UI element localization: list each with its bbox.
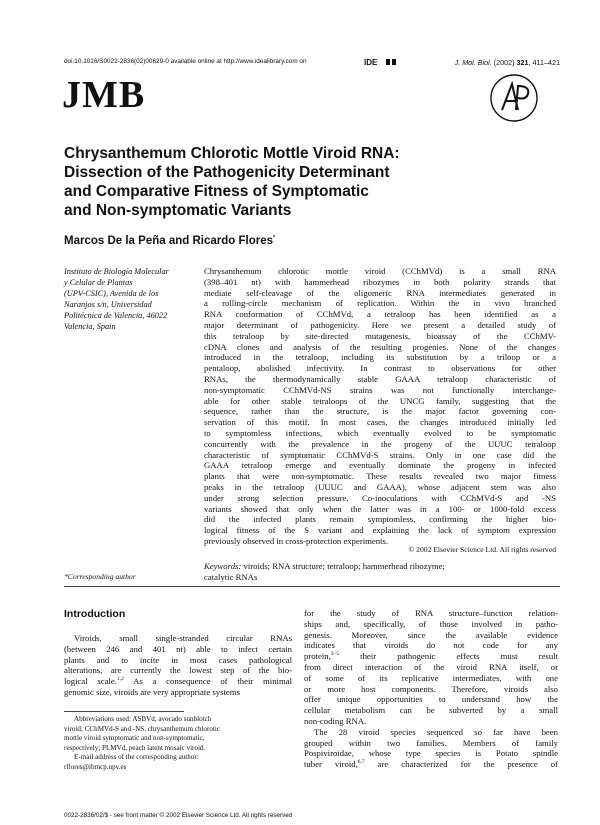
body-line: for the study of RNA structure–function relation-: [304, 608, 558, 618]
abstract-line: servation of this motif. In most cases, the changes introduced initially led: [204, 417, 556, 428]
abstract-line: introduced in the tetraloop, including its substitution by a triloop or a: [204, 352, 556, 363]
abstract-line: non-symptomatic CChMVd-NS strains was not functionally interchange-: [204, 384, 556, 395]
keywords-line: viroids; RNA structure; tetraloop; hammerhead ribozyme;: [241, 561, 445, 571]
affiliation-line: Valencia, Spain: [64, 322, 116, 331]
journal-logo: JMB: [62, 74, 146, 116]
footnote-line: Abbreviations used: ASBVd, avocado sunblotch: [74, 715, 212, 723]
body-line: ships and, specifically, of those involved in patho-: [304, 618, 558, 629]
journal-pages: 411–421: [532, 58, 560, 67]
ideal-logo-text: IDE: [364, 58, 378, 66]
front-matter-line: 0022-2836/02/$ - see front matter © 2002 Elsevier Science Ltd. All rights reserved: [64, 812, 293, 819]
article-title: [64, 144, 494, 220]
body-line-with-ref: [304, 651, 558, 662]
abstract-line: (398–401 nt) with hammerhead ribozymes in both polarity strands that: [204, 276, 556, 287]
keywords-label: Keywords:: [204, 561, 242, 571]
body-line-with-ref: [64, 676, 292, 687]
abstract-line: able for other stable tetraloops of the UNCG family, suggesting that the: [204, 395, 556, 406]
footnote-line: viroid; CChMVd-S and -NS, chrysanthemum chlorotic: [64, 724, 221, 733]
body-line: of some of its replicative intermediates, with one: [304, 672, 558, 683]
academic-press-logo-icon: [488, 72, 540, 124]
abstract-line: RNAs, the thermodynamically stable GAAA tetraloop characteristic of: [204, 373, 556, 384]
citation-ref: 3–5: [330, 651, 340, 658]
abstract-line: mediate self-cleavage of the oligomeric RNA intermediates generated in: [204, 287, 556, 298]
body-line: non-coding RNA.: [304, 715, 367, 726]
journal-year: (2002): [493, 58, 515, 67]
abstract-line: major determinant of pathogenicity. Here we present a detailed study of: [204, 319, 556, 330]
footnote-line: respectively; PLMVd, peach latent mosaic viroid.: [64, 743, 206, 752]
introduction-heading: Introduction: [64, 608, 126, 620]
section-divider: [64, 586, 560, 587]
body-line: from direct interaction of the viroid RNA itself, or: [304, 661, 558, 672]
body-line: grouped within two families. Members of family: [304, 737, 558, 748]
authors: [64, 235, 275, 247]
corresponding-mark: *: [273, 235, 276, 242]
affiliation-line: (UPV-CSIC), Avenida de los: [64, 289, 159, 298]
corresponding-author-note: *Corresponding author: [64, 572, 136, 581]
left-column-text: [64, 633, 292, 698]
footnote-divider: [64, 711, 184, 712]
body-line: Viroids, small single-stranded circular RNAs: [74, 633, 292, 643]
abstract-line: sequence, rather than the structure, is the major factor governing con-: [204, 406, 556, 417]
abstract-line: to symptomless infections, which eventually evolved to be symptomatic: [204, 427, 556, 438]
abstract-line: concurrently with the prevalence in the progeny of the UUUC tetraloop: [204, 438, 556, 449]
citation-ref: 1,2: [116, 676, 124, 683]
citation-ref: 6,7: [357, 759, 365, 766]
abstract: [204, 266, 556, 547]
body-line: alterations, are currently the lowest step of the bio-: [64, 665, 292, 676]
keywords-line: catalytic RNAs: [204, 572, 258, 582]
abstract-line: did the infected plants remain symptomless, confirming the higher bio-: [204, 514, 556, 525]
body-line-tail: As a consequence of their minimal: [123, 676, 292, 687]
abstract-line: pentaloop, abolished infectivity. In contrast to observations for other: [204, 363, 556, 374]
footnote-line: mottle viroid symptomatic and non-symptomatic,: [64, 734, 205, 743]
affiliation-line: Instituto de Biología Molecular: [64, 267, 169, 276]
title-line: Dissection of the Pathogenicity Determinant: [64, 164, 390, 181]
abstract-line: GAAA tetraloop emerge and eventually dominate the progeny in infected: [204, 460, 556, 471]
body-line: cellular metabolism can be subverted by a small: [304, 705, 558, 716]
abstract-line: previously observed in cross-protection experiments.: [204, 535, 389, 546]
abstract-line: logical fitness of the S variant and explaining the lack of symptom expression: [204, 525, 556, 536]
body-line-tail: are characterized for the presence of: [364, 759, 559, 770]
affiliation: [64, 266, 204, 332]
doi-line: doi:10.1016/S0022-2836(02)00629-0 available online at http://www.idealibrary.com on: [64, 58, 307, 65]
abstract-line: variants showed that only when the latter was in a 100- or 1000-fold excess: [204, 503, 556, 514]
body-line: indicates that viroids do not code for any: [304, 640, 558, 651]
abstract-line: under strong selection pressure. Co-inoculations with CChMVd-S and -NS: [204, 492, 556, 503]
body-line: The 28 viroid species sequenced so far have been: [314, 726, 558, 737]
body-line: (between 246 and 401 nt) able to infect certain: [64, 643, 292, 654]
abstract-line: characteristic of symptomatic CChMVd-S strains. Only in one case did the: [204, 449, 556, 460]
body-line: protein,: [304, 651, 331, 662]
keywords: [204, 561, 556, 583]
body-line: offer unique opportunities to understand how the: [304, 694, 558, 705]
body-line-tail: their pathogenic effects must result: [339, 651, 558, 662]
affiliation-line: y Celular de Plantas: [64, 278, 133, 287]
abstract-line: RNA conformation of CChMVd, a tetraloop has been identified as a: [204, 309, 556, 320]
body-line-with-ref: [304, 759, 558, 770]
body-line: Pospiviroidae, whose type species is Potato spindle: [304, 748, 558, 759]
author-names: Marcos De la Peña and Ricardo Flores: [64, 235, 273, 247]
body-line: tuber viroid,: [304, 759, 358, 770]
journal-reference: J. Mol. Biol. (2002) 321, 411–421: [454, 58, 560, 67]
abstract-line: Chrysanthemum chlorotic mottle viroid (CChMVd) is a small RNA: [204, 266, 556, 276]
body-line: genomic size, viroids are very appropriate systems: [64, 686, 240, 697]
body-line: or more host components. Therefore, viroids also: [304, 683, 558, 694]
body-line: plants and to incite in most cases pathological: [64, 654, 292, 665]
affiliation-line: Politécnica de Valencia, 46022: [64, 311, 168, 320]
body-line: logical scale.: [64, 676, 117, 687]
footnote-line: E-mail address of the corresponding author:: [74, 753, 199, 762]
title-line: and Comparative Fitness of Symptomatic: [64, 183, 369, 200]
ideal-logo-icon: [364, 58, 404, 66]
abstract-line: cDNA clones and analysis of the resulting progenies. None of the changes: [204, 341, 556, 352]
right-column-text: [304, 608, 558, 770]
title-line: Chrysanthemum Chlorotic Mottle Viroid RNA:: [64, 145, 400, 162]
abstract-line: this tetraloop by site-directed mutagenesis, bioassay of the CChMV-: [204, 330, 556, 341]
footnotes: [64, 715, 296, 773]
copyright-notice: © 2002 Elsevier Science Ltd. All rights reserved: [408, 545, 556, 554]
body-line: genesis. Moreover, since the available evidence: [304, 629, 558, 640]
footnote-email: rflores@ibmcp.upv.es: [64, 762, 127, 771]
journal-volume: 321: [516, 58, 529, 67]
affiliation-line: Naranjos s/n, Universidad: [64, 300, 152, 309]
title-line: and Non-symptomatic Variants: [64, 202, 292, 219]
abstract-line: a rolling-circle mechanism of replication. Within the in vivo branched: [204, 298, 556, 309]
abstract-line: peaks in the tetraloop (UUUC and GAAA), whose adjacent stem was also: [204, 481, 556, 492]
journal-name: J. Mol. Biol.: [454, 58, 492, 67]
abstract-line: plants that were non-symptomatic. These results revealed two major fitness: [204, 471, 556, 482]
